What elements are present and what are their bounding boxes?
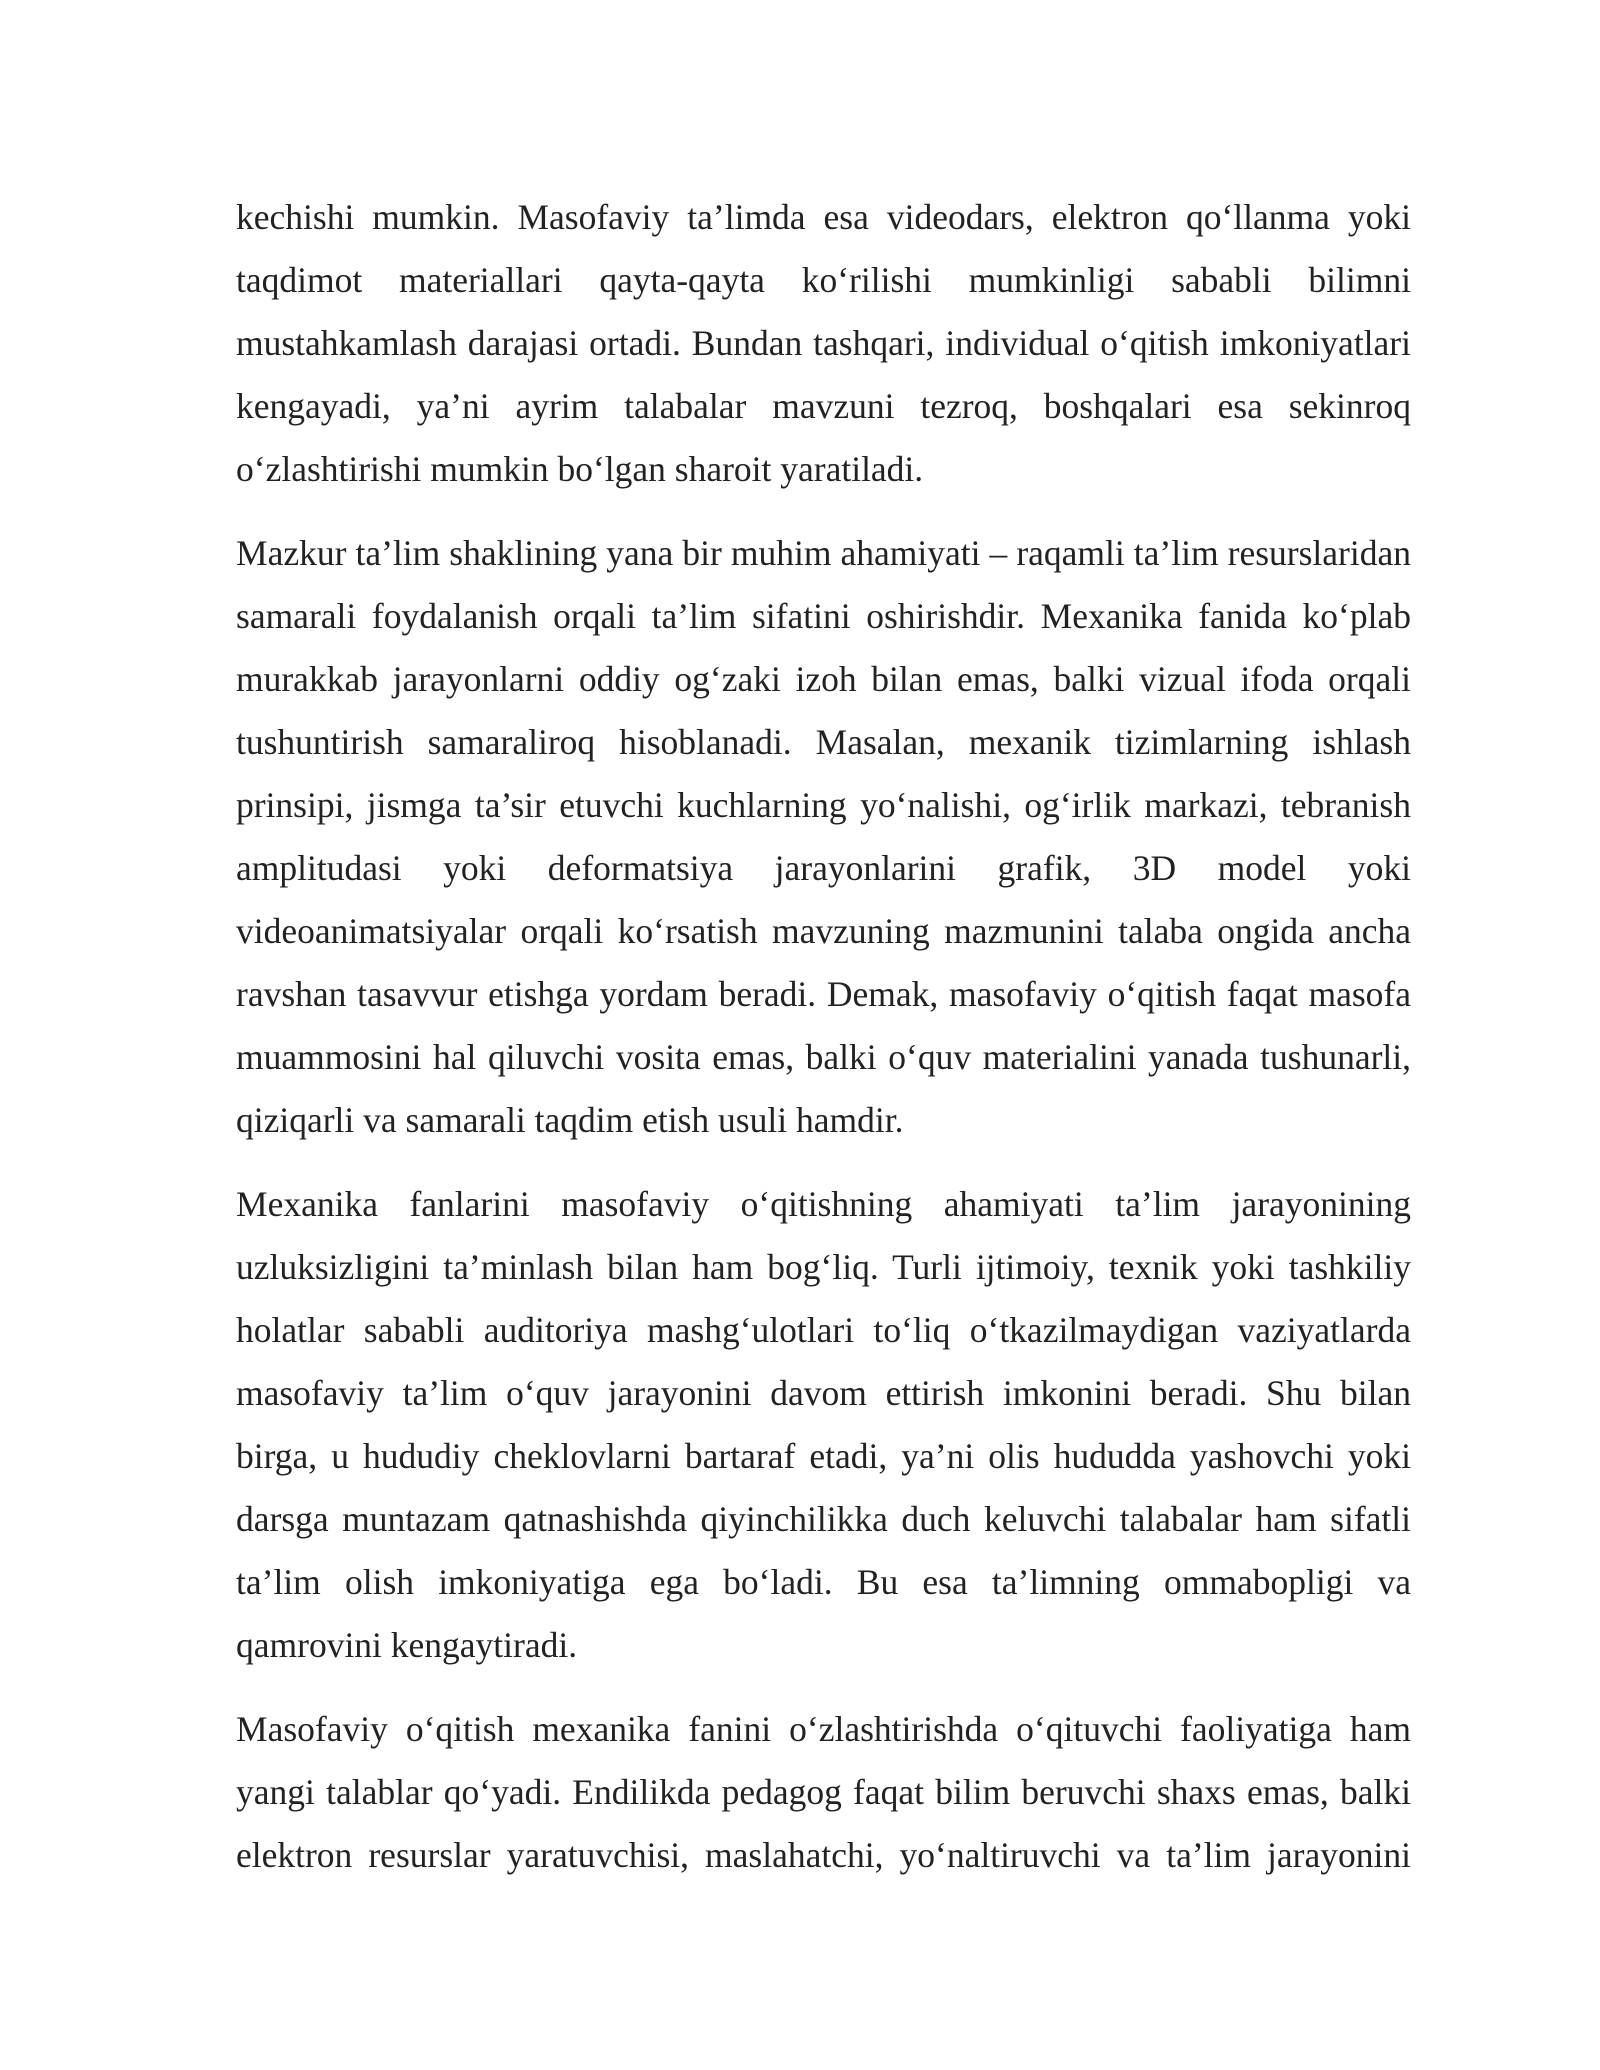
document-body <box>236 186 1411 1908</box>
paragraph-2: Mazkur ta’lim shaklining yana bir muhim ahamiyati – raqamli ta’lim resurslaridan samarali foydalanish orqali ta’lim sifatini oshirishdir. Mexanika fanida ko‘plab murakkab jarayonlarni oddiy og‘zaki izoh bilan emas, balki vizual ifoda orqali tushuntirish samaraliroq hisoblanadi. Masalan, mexanik tizimlarning ishlash prinsipi, jismga ta’sir etuvchi kuchlarning yo‘nalishi, og‘irlik markazi, tebranish amplitudasi yoki deformatsiya jarayonlarini grafik, 3D model yoki videoanimatsiyalar orqali ko‘rsatish mavzuning mazmunini talaba ongida ancha ravshan tasavvur etishga yordam beradi. Demak, masofaviy o‘qitish faqat masofa muammosini hal qiluvchi vosita emas, balki o‘quv materialini yanada tushunarli, qiziqarli va samarali taqdim etish usuli hamdir. <box>236 533 1411 1140</box>
paragraph-3: Mexanika fanlarini masofaviy o‘qitishning ahamiyati ta’lim jarayonining uzluksizligini ta’minlash bilan ham bog‘liq. Turli ijtimoiy, texnik yoki tashkiliy holatlar sababli auditoriya mashg‘ulotlari to‘liq o‘tkazilmaydigan vaziyatlarda masofaviy ta’lim o‘quv jarayonini davom ettirish imkonini beradi. Shu bilan birga, u hududiy cheklovlarni bartaraf etadi, ya’ni olis hududda yashovchi yoki darsga muntazam qatnashishda qiyinchilikka duch keluvchi talabalar ham sifatli ta’lim olish imkoniyatiga ega bo‘ladi. Bu esa ta’limning ommabopligi va qamrovini kengaytiradi. <box>236 1184 1411 1665</box>
paragraph-4: Masofaviy o‘qitish mexanika fanini o‘zlashtirishda o‘qituvchi faoliyatiga ham yangi talablar qo‘yadi. Endilikda pedagog faqat bilim beruvchi shaxs emas, balki elektron resurslar yaratuvchisi, maslahatchi, yo‘naltiruvchi va ta’lim jarayonini <box>236 1709 1411 1875</box>
paragraph-1: kechishi mumkin. Masofaviy ta’limda esa videodars, elektron qo‘llanma yoki taqdimot materiallari qayta-qayta ko‘rilishi mumkinligi sababli bilimni mustahkamlash darajasi ortadi. Bundan tashqari, individual o‘qitish imkoniyatlari kengayadi, ya’ni ayrim talabalar mavzuni tezroq, boshqalari esa sekinroq o‘zlashtirishi mumkin bo‘lgan sharoit yaratiladi. <box>236 197 1411 489</box>
